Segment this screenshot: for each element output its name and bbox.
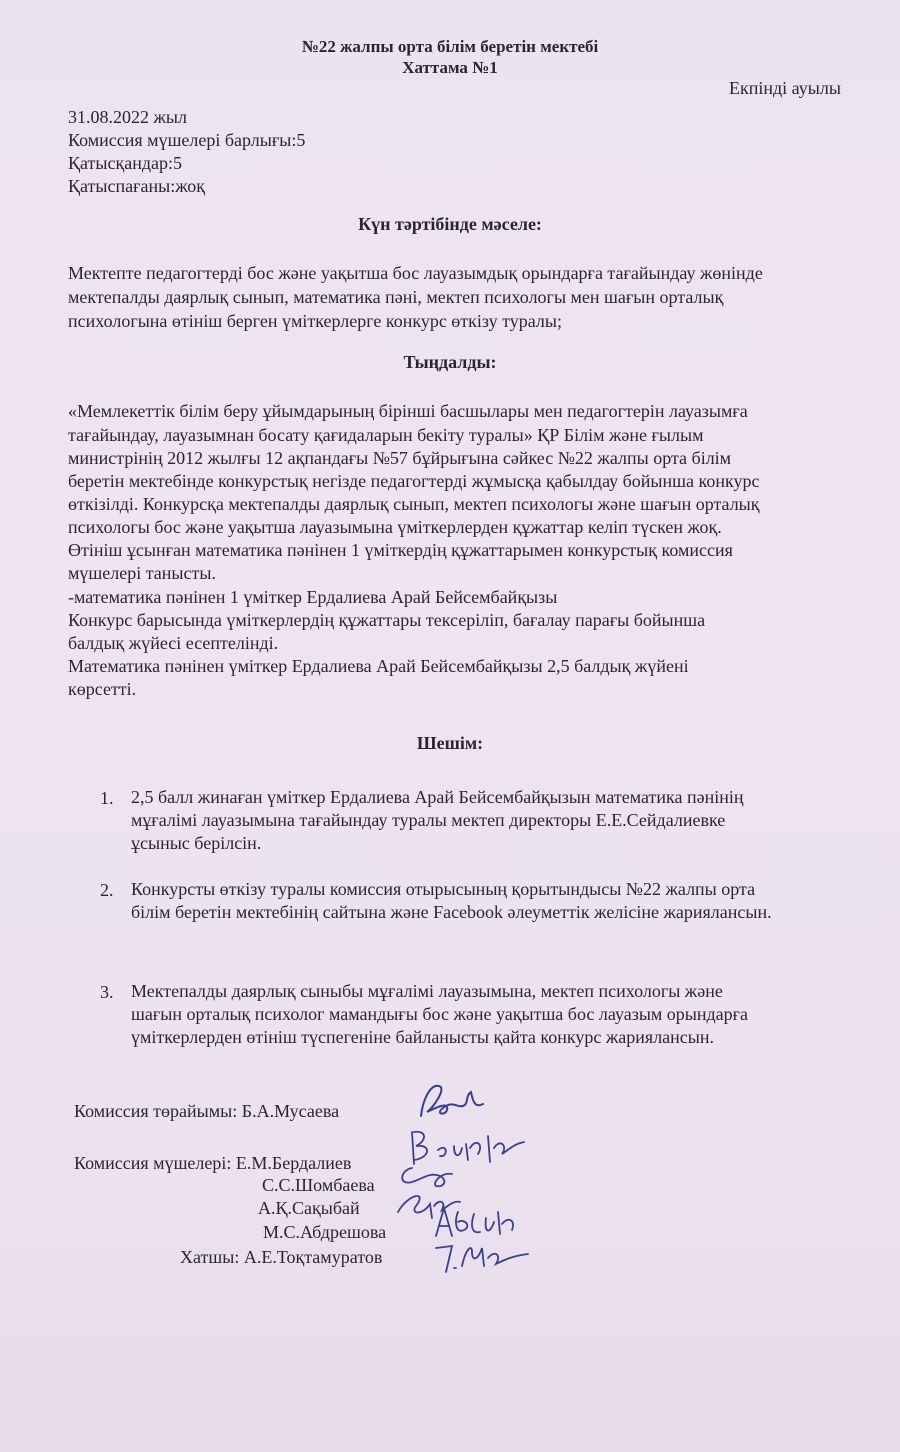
chair-handwritten-signature [413,1078,493,1124]
agenda-line: психологына өтініш берген үміткерлерге конкурс өткізу туралы; [68,311,563,331]
decision-item-line: Конкурсты өткізу туралы комиссия отырысының қорытындысы №22 жалпы орта [131,879,756,899]
chair-signature-line: Комиссия төрайымы: Б.А.Мусаева [74,1101,340,1121]
heard-line: Өтініш ұсынған математика пәнінен 1 үміткердің құжаттарымен конкурстық комиссия [68,540,733,560]
member-signature-line: А.Қ.Сақыбай [258,1198,360,1218]
heard-line: мүшелері танысты. [68,563,216,583]
agenda-line: мектепалды даярлық сынып, математика пәні, мектеп психологы мен шағын орталық [68,287,724,307]
heard-line: Конкурс барысында үміткерлердің құжаттары тексеріліп, бағалау парағы бойынша [68,610,706,630]
decision-item-line: ұсыныс берілсін. [131,833,262,853]
protocol-date: 31.08.2022 жыл [68,107,188,127]
heard-line: министрінің 2012 жылғы 12 ақпандағы №57 бұйрығына сәйкес №22 жалпы орта білім [68,448,732,468]
school-title: №22 жалпы орта білім беретін мектебі [301,37,599,56]
heard-title: Тыңдалды: [403,352,497,372]
decision-item-line: 2,5 балл жинаған үміткер Ердалиева Арай Бейсембайқызын математика пәнінің [131,787,744,807]
heard-line: -математика пәнінен 1 үміткер Ердалиева Арай Бейсембайқызы [68,587,558,607]
decision-item-number: 1. [100,788,114,808]
member-signature-line: С.С.Шомбаева [262,1175,375,1195]
members-total: Комиссия мүшелері барлығы:5 [68,130,306,150]
heard-line: өткізілді. Конкурсқа мектепалды даярлық сынып, мектеп психологы және шағын орталық [68,494,760,514]
agenda-title: Күн тәртібінде мәселе: [358,214,542,234]
heard-line: «Мемлекеттік білім беру ұйымдарының бірінші басшылары мен педагогтерін лауазымға [68,401,748,421]
place-name: Екпінді ауылы [729,78,841,98]
members-signature-line: Комиссия мүшелері: Е.М.Бердалиев [74,1153,352,1173]
heard-line: психологы бос және уақытша лауазымына үміткерлерден құжаттар келіп түскен жоқ. [68,517,722,537]
heard-line: көрсетті. [68,679,137,699]
decision-item-number: 2. [100,880,114,900]
decision-item-line: үміткерлерден өтініш түспегеніне байланысты қайта конкурс жариялансын. [131,1027,715,1047]
present-count: Қатысқандар:5 [68,153,182,173]
protocol-title: Хаттама №1 [402,58,498,77]
absent-count: Қатыспағаны:жоқ [68,176,205,196]
heard-line: балдық жүйесі есептелінді. [68,633,279,653]
toktamuratov-handwritten-signature [432,1238,532,1278]
decision-item-line: білім беретін мектебінің сайтына және Facebook әлеуметтік желісіне жариялансын. [131,902,772,922]
decision-item-line: шағын орталық психолог мамандығы бос және уақытша бос лауазым орындарға [131,1004,749,1024]
heard-line: тағайындау, лауазымнан босату қағидаларын бекіту туралы» ҚР Білім және ғылым [68,425,704,445]
decision-title: Шешім: [416,733,484,753]
member-signature-line: М.С.Абдрешова [263,1222,387,1242]
agenda-line: Мектепте педагогтерді бос және уақытша бос лауазымдық орындарға тағайындау жөнінде [68,263,763,283]
decision-item-number: 3. [100,982,114,1002]
secretary-signature-line: Хатшы: А.Е.Тоқтамуратов [180,1247,383,1267]
heard-line: беретін мектебінде конкурстық негізде педагогтерді жұмысқа қабылдау бойынша конкурс [68,471,760,491]
heard-line: Математика пәнінен үміткер Ердалиева Арай Бейсембайқызы 2,5 балдық жүйені [68,656,689,676]
decision-item-line: мұғалімі лауазымына тағайындау туралы мектеп директоры Е.Е.Сейдалиевке [131,810,726,830]
decision-item-line: Мектепалды даярлық сыныбы мұғалімі лауазымына, мектеп психологы және [131,981,723,1001]
